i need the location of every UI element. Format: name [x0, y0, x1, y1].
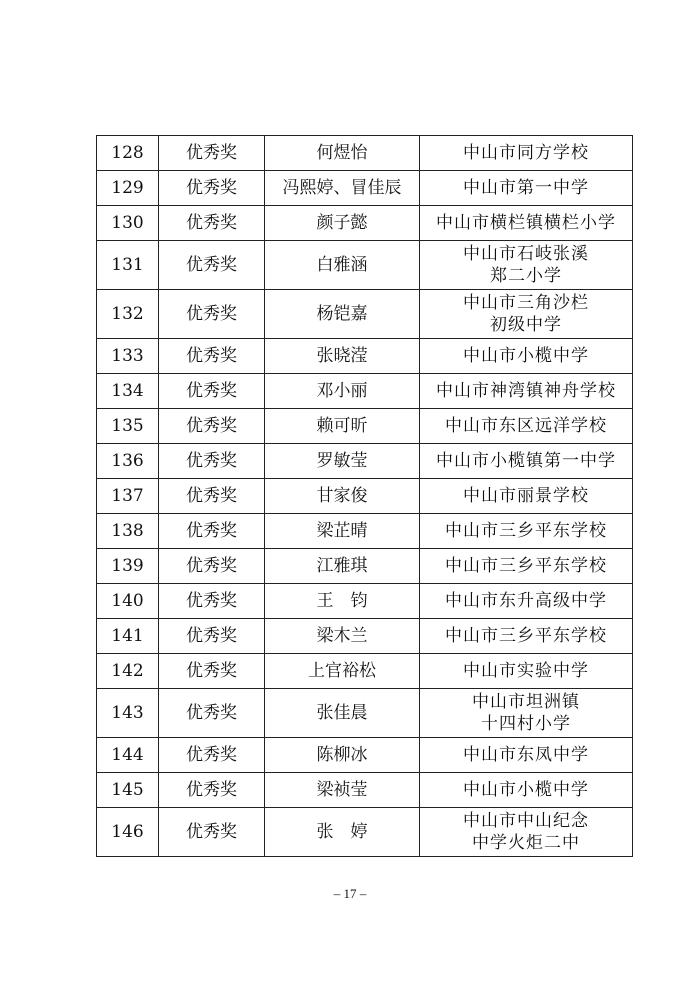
school-name: [420, 514, 633, 549]
winner-name: 白雅涵: [265, 241, 420, 290]
page-number: – 17 –: [333, 886, 367, 901]
school-name-line: 郑二小学: [490, 266, 562, 286]
school-name: [420, 808, 633, 857]
table-row: [97, 444, 633, 479]
school-name-line: 中山市三角沙栏: [463, 293, 589, 313]
winner-name: 王 钧: [265, 584, 420, 619]
award-level: 优秀奖: [159, 479, 265, 514]
school-name: [420, 584, 633, 619]
school-name-line: 中山市东凤中学: [463, 745, 589, 765]
school-name-line: 中山市实验中学: [463, 661, 589, 681]
school-name: [420, 241, 633, 290]
table-row: [97, 773, 633, 808]
award-level: 优秀奖: [159, 808, 265, 857]
school-name: [420, 206, 633, 241]
winner-name: 何煜怡: [265, 136, 420, 171]
school-name: [420, 171, 633, 206]
row-number: 139: [97, 549, 159, 584]
award-level: 优秀奖: [159, 738, 265, 773]
award-table-body: [97, 136, 633, 857]
award-level: 优秀奖: [159, 409, 265, 444]
row-number: 141: [97, 619, 159, 654]
table-row: [97, 738, 633, 773]
award-level: 优秀奖: [159, 171, 265, 206]
table-row: [97, 808, 633, 857]
table-row: [97, 136, 633, 171]
school-name-line: 中山市第一中学: [463, 178, 589, 198]
table-row: [97, 584, 633, 619]
table-row: [97, 290, 633, 339]
award-level: 优秀奖: [159, 136, 265, 171]
winner-name: 张 婷: [265, 808, 420, 857]
award-level: 优秀奖: [159, 549, 265, 584]
award-level: 优秀奖: [159, 514, 265, 549]
row-number: 132: [97, 290, 159, 339]
row-number: 129: [97, 171, 159, 206]
school-name: [420, 549, 633, 584]
row-number: 145: [97, 773, 159, 808]
school-name-line: 中山市东区远洋学校: [445, 416, 607, 436]
award-level: 优秀奖: [159, 374, 265, 409]
school-name-line: 十四村小学: [481, 714, 571, 734]
table-row: [97, 206, 633, 241]
table-row: [97, 654, 633, 689]
table-row: [97, 619, 633, 654]
school-name: [420, 444, 633, 479]
award-table: [96, 135, 633, 857]
winner-name: 冯熙婷、冒佳辰: [265, 171, 420, 206]
row-number: 133: [97, 339, 159, 374]
table-row: [97, 374, 633, 409]
winner-name: 邓小丽: [265, 374, 420, 409]
row-number: 140: [97, 584, 159, 619]
school-name: [420, 479, 633, 514]
school-name: [420, 654, 633, 689]
school-name: [420, 290, 633, 339]
row-number: 128: [97, 136, 159, 171]
award-level: 优秀奖: [159, 444, 265, 479]
row-number: 138: [97, 514, 159, 549]
row-number: 136: [97, 444, 159, 479]
award-level: 优秀奖: [159, 773, 265, 808]
school-name-line: 中山市丽景学校: [463, 486, 589, 506]
school-name-line: 中山市小榄中学: [463, 780, 589, 800]
award-level: 优秀奖: [159, 206, 265, 241]
table-row: [97, 171, 633, 206]
school-name-line: 中山市神湾镇神舟学校: [436, 381, 616, 401]
row-number: 137: [97, 479, 159, 514]
award-level: 优秀奖: [159, 290, 265, 339]
award-level: 优秀奖: [159, 654, 265, 689]
school-name: [420, 773, 633, 808]
school-name-line: 中山市同方学校: [463, 143, 589, 163]
school-name: [420, 738, 633, 773]
school-name-line: 中学火炬二中: [472, 833, 580, 853]
award-level: 优秀奖: [159, 241, 265, 290]
row-number: 143: [97, 689, 159, 738]
school-name-line: 中山市东升高级中学: [445, 591, 607, 611]
winner-name: 赖可昕: [265, 409, 420, 444]
school-name-line: 中山市三乡平东学校: [445, 521, 607, 541]
school-name-line: 中山市三乡平东学校: [445, 626, 607, 646]
award-level: 优秀奖: [159, 584, 265, 619]
school-name-line: 初级中学: [490, 315, 562, 335]
row-number: 142: [97, 654, 159, 689]
winner-name: 杨铠嘉: [265, 290, 420, 339]
school-name: [420, 619, 633, 654]
winner-name: 梁木兰: [265, 619, 420, 654]
winner-name: 甘家俊: [265, 479, 420, 514]
school-name-line: 中山市小榄镇第一中学: [436, 451, 616, 471]
winner-name: 罗敏莹: [265, 444, 420, 479]
award-level: 优秀奖: [159, 689, 265, 738]
school-name-line: 中山市横栏镇横栏小学: [436, 213, 616, 233]
winner-name: 上官裕松: [265, 654, 420, 689]
school-name-line: 中山市小榄中学: [463, 346, 589, 366]
winner-name: 江雅琪: [265, 549, 420, 584]
table-row: [97, 689, 633, 738]
table-row: [97, 514, 633, 549]
table-row: [97, 241, 633, 290]
school-name-line: 中山市中山纪念: [463, 811, 589, 831]
table-row: [97, 549, 633, 584]
school-name: [420, 689, 633, 738]
school-name: [420, 136, 633, 171]
winner-name: 梁祯莹: [265, 773, 420, 808]
school-name: [420, 409, 633, 444]
school-name: [420, 339, 633, 374]
award-level: 优秀奖: [159, 339, 265, 374]
winner-name: 张佳晨: [265, 689, 420, 738]
row-number: 144: [97, 738, 159, 773]
row-number: 134: [97, 374, 159, 409]
school-name: [420, 374, 633, 409]
row-number: 130: [97, 206, 159, 241]
table-row: [97, 479, 633, 514]
winner-name: 陈柳冰: [265, 738, 420, 773]
winner-name: 张晓滢: [265, 339, 420, 374]
table-row: [97, 409, 633, 444]
winner-name: 颜子懿: [265, 206, 420, 241]
school-name-line: 中山市三乡平东学校: [445, 556, 607, 576]
table-row: [97, 339, 633, 374]
school-name-line: 中山市石岐张溪: [463, 244, 589, 264]
school-name-line: 中山市坦洲镇: [472, 692, 580, 712]
row-number: 131: [97, 241, 159, 290]
award-level: 优秀奖: [159, 619, 265, 654]
row-number: 146: [97, 808, 159, 857]
winner-name: 梁芷晴: [265, 514, 420, 549]
row-number: 135: [97, 409, 159, 444]
